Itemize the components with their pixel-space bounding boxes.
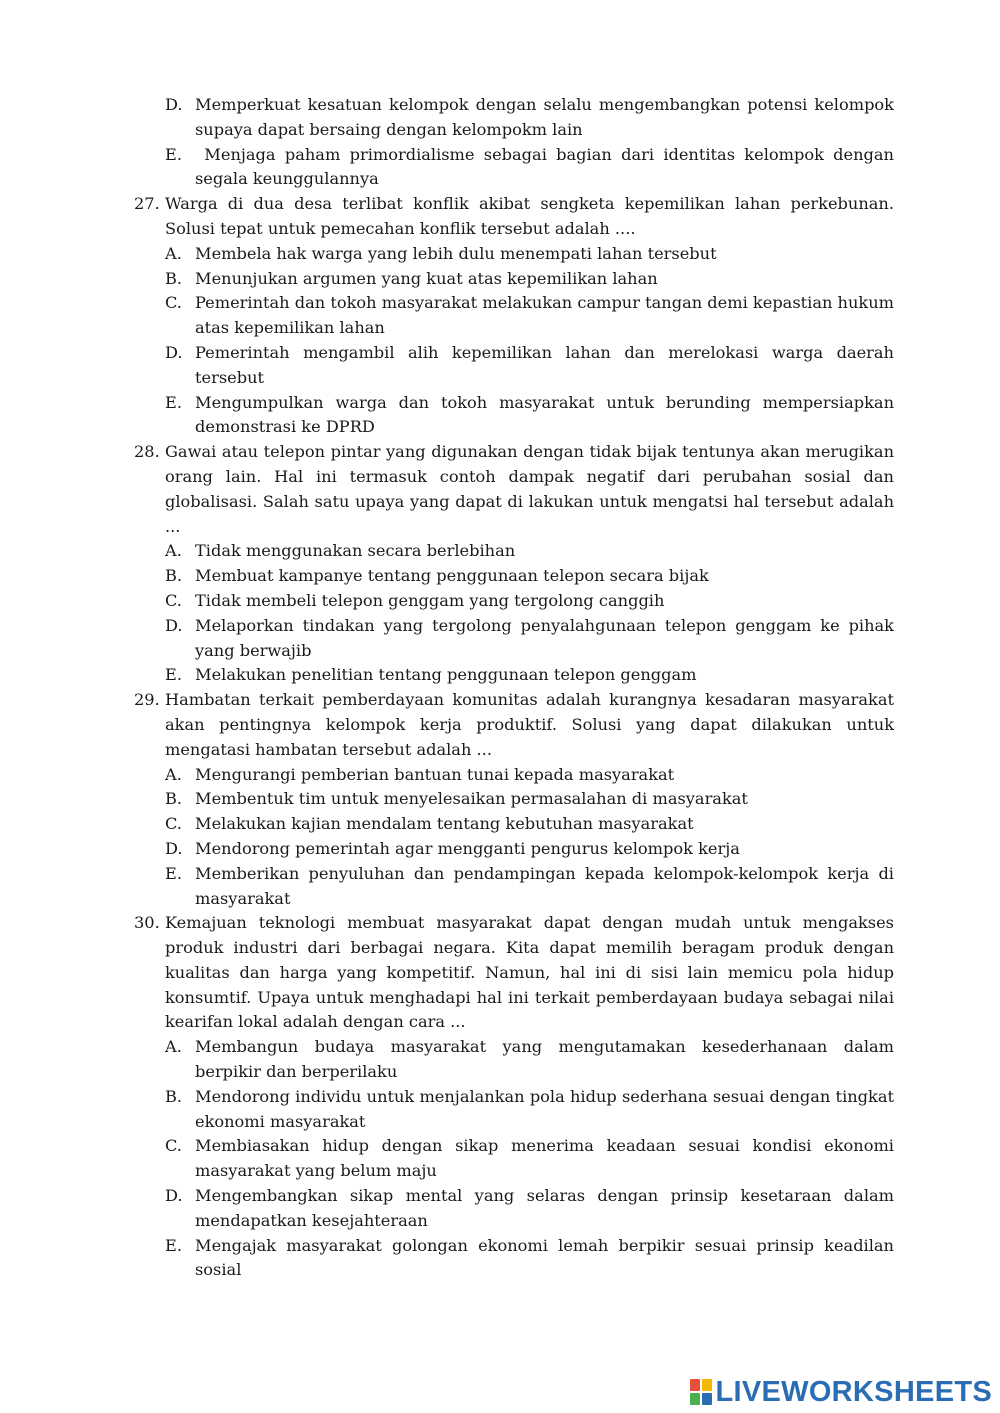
question-number: 27. xyxy=(134,194,160,214)
option-letter: B. xyxy=(165,1086,183,1106)
option-item[interactable] xyxy=(0,1234,1000,1284)
question-number: 30. xyxy=(134,913,160,933)
option-text: Membuat kampanye tentang penggunaan telepon secara bijak xyxy=(195,566,709,586)
option-item[interactable] xyxy=(0,267,1000,292)
question-text: Kemajuan teknologi membuat masyarakat dapat dengan mudah untuk mengakses produk industri dari berbagai negara. Kita dapat memilih beragam produk dengan kualitas dan harga yang kompetitif. Namun, hal ini di sisi lain memicu pola hidup konsumtif. Upaya untuk menghadapi hal ini terkait pemberdayaan budaya sebagai nilai kearifan lokal adalah dengan cara ... xyxy=(165,913,894,1032)
question-number: 29. xyxy=(134,690,160,710)
logo-block xyxy=(702,1379,712,1391)
option-letter: E. xyxy=(165,392,182,412)
question-text: Hambatan terkait pemberdayaan komunitas adalah kurangnya kesadaran masyarakat akan pentingnya kelompok kerja produktif. Solusi yang dapat dilakukan untuk mengatasi hambatan tersebut adalah ... xyxy=(165,690,894,759)
question-number: 28. xyxy=(134,442,160,462)
option-item[interactable] xyxy=(0,812,1000,837)
option-letter: A. xyxy=(165,243,182,263)
option-text: Mengumpulkan warga dan tokoh masyarakat untuk berunding mempersiapkan demonstrasi ke DPRD xyxy=(195,392,894,437)
option-letter: B. xyxy=(165,566,183,586)
logo-block xyxy=(690,1379,700,1391)
option-text: Tidak membeli telepon genggam yang tergolong canggih xyxy=(195,590,665,610)
option-text: Memberikan penyuluhan dan pendampingan kepada kelompok-kelompok kerja di masyarakat xyxy=(195,863,894,908)
question-text: Gawai atau telepon pintar yang digunakan dengan tidak bijak tentunya akan merugikan orang lain. Hal ini termasuk contoh dampak negatif dari perubahan sosial dan globalisasi. Salah satu upaya yang dapat di lakukan untuk mengatsi hal tersebut adalah ... xyxy=(165,442,894,536)
logo-block xyxy=(690,1393,700,1405)
option-item[interactable] xyxy=(0,539,1000,564)
option-item[interactable] xyxy=(0,589,1000,614)
question-30 xyxy=(0,911,1000,1283)
question-stem xyxy=(0,911,1000,1035)
option-letter: D. xyxy=(165,342,183,362)
option-text: Menjaga paham primordialisme sebagai bagian dari identitas kelompok dengan segala keunggulannya xyxy=(195,144,900,189)
option-item[interactable] xyxy=(0,862,1000,912)
option-letter: B. xyxy=(165,268,183,288)
option-letter: A. xyxy=(165,1037,182,1057)
option-item[interactable] xyxy=(0,143,1000,193)
option-item[interactable] xyxy=(0,614,1000,664)
option-letter: E. xyxy=(165,144,182,164)
option-letter: E. xyxy=(165,665,182,685)
option-text: Melakukan penelitian tentang penggunaan telepon genggam xyxy=(195,665,697,685)
option-item[interactable] xyxy=(0,291,1000,341)
option-text: Membiasakan hidup dengan sikap menerima keadaan sesuai kondisi ekonomi masyarakat yang belum maju xyxy=(195,1136,894,1181)
option-letter: A. xyxy=(165,764,182,784)
option-item[interactable] xyxy=(0,763,1000,788)
logo-block xyxy=(702,1393,712,1405)
question-28 xyxy=(0,440,1000,688)
option-text: Mengurangi pemberian bantuan tunai kepada masyarakat xyxy=(195,764,675,784)
option-letter: D. xyxy=(165,838,183,858)
option-text: Menunjukan argumen yang kuat atas kepemilikan lahan xyxy=(195,268,658,288)
option-item[interactable] xyxy=(0,242,1000,267)
logo-text: LIVEWORKSHEETS xyxy=(715,1375,992,1408)
option-letter: D. xyxy=(165,1186,183,1206)
option-item[interactable] xyxy=(0,341,1000,391)
option-text: Mendorong pemerintah agar mengganti pengurus kelompok kerja xyxy=(195,838,740,858)
question-stem xyxy=(0,192,1000,242)
question-text: Warga di dua desa terlibat konflik akibat sengketa kepemilikan lahan perkebunan. Solusi tepat untuk pemecahan konflik tersebut adalah .... xyxy=(165,194,894,238)
worksheet-page xyxy=(0,93,1000,1283)
option-letter: E. xyxy=(165,1235,182,1255)
question-27 xyxy=(0,192,1000,440)
option-text: Melakukan kajian mendalam tentang kebutuhan masyarakat xyxy=(195,814,694,834)
option-letter: C. xyxy=(165,814,182,834)
option-letter: C. xyxy=(165,1136,182,1156)
question-stem xyxy=(0,688,1000,762)
option-text: Pemerintah mengambil alih kepemilikan lahan dan merelokasi warga daerah tersebut xyxy=(195,342,894,387)
option-item[interactable] xyxy=(0,1134,1000,1184)
logo-blocks-icon xyxy=(690,1379,712,1405)
option-text: Pemerintah dan tokoh masyarakat melakukan campur tangan demi kepastian hukum atas kepemilikan lahan xyxy=(195,293,894,338)
option-letter: C. xyxy=(165,590,182,610)
option-text: Tidak menggunakan secara berlebihan xyxy=(195,541,516,561)
option-text: Mendorong individu untuk menjalankan pola hidup sederhana sesuai dengan tingkat ekonomi masyarakat xyxy=(195,1086,894,1131)
option-item[interactable] xyxy=(0,837,1000,862)
question-29 xyxy=(0,688,1000,911)
option-letter: E. xyxy=(165,863,182,883)
question-stem xyxy=(0,440,1000,539)
option-letter: A. xyxy=(165,541,182,561)
liveworksheets-logo xyxy=(690,1375,993,1409)
option-item[interactable] xyxy=(0,391,1000,441)
option-item[interactable] xyxy=(0,663,1000,688)
option-item[interactable] xyxy=(0,93,1000,143)
option-text: Mengajak masyarakat golongan ekonomi lemah berpikir sesuai prinsip keadilan sosial xyxy=(195,1235,894,1280)
option-letter: C. xyxy=(165,293,182,313)
option-item[interactable] xyxy=(0,564,1000,589)
previous-question-fragment xyxy=(0,93,1000,192)
option-letter: D. xyxy=(165,615,183,635)
option-text: Melaporkan tindakan yang tergolong penyalahgunaan telepon genggam ke pihak yang berwajib xyxy=(195,615,894,660)
option-text: Mengembangkan sikap mental yang selaras dengan prinsip kesetaraan dalam mendapatkan kesejahteraan xyxy=(195,1186,894,1230)
option-text: Membangun budaya masyarakat yang mengutamakan kesederhanaan dalam berpikir dan berperilaku xyxy=(195,1037,894,1082)
option-item[interactable] xyxy=(0,1085,1000,1135)
option-item[interactable] xyxy=(0,787,1000,812)
option-item[interactable] xyxy=(0,1035,1000,1085)
option-text: Membela hak warga yang lebih dulu menempati lahan tersebut xyxy=(195,243,717,263)
option-letter: D. xyxy=(165,95,183,114)
option-letter: B. xyxy=(165,789,183,809)
option-text: Memperkuat kesatuan kelompok dengan selalu mengembangkan potensi kelompok supaya dapat bersaing dengan kelompokm lain xyxy=(195,95,894,139)
option-item[interactable] xyxy=(0,1184,1000,1234)
option-text: Membentuk tim untuk menyelesaikan permasalahan di masyarakat xyxy=(195,789,748,809)
